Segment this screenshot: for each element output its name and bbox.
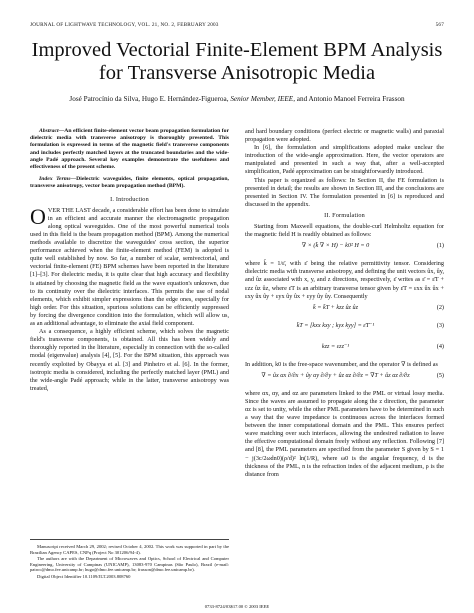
equation-1-body: ∇ × (k̄ ∇ × H) − k0² H = 0 <box>301 242 370 250</box>
right-paragraph-6: In addition, k0 is the free-space wavenumber, and the operator ∇ is defined as <box>245 360 438 368</box>
right-paragraph-2: In [6], the formulation and simplifications adopted make unclear the introduction of the wide-angle approximation. Here, the vector operators are manipulated and presented in such a way that, after a well-accepted simplification, Padé approximation can be straightforwardly introduced. <box>245 144 444 176</box>
index-terms <box>30 176 229 190</box>
equation-3-body: k̄T = [kxx kxy ; kyx kyy] = ε̄T⁻¹ <box>296 321 375 329</box>
left-column <box>30 128 229 393</box>
right-paragraph-1: and hard boundary conditions (perfect electric or magnetic walls) and paraxial propagation were adopted. <box>245 128 444 144</box>
equation-3-number: (3) <box>436 321 444 329</box>
equation-4 <box>245 343 444 358</box>
right-paragraph-7: where αx, αy, and αz are parameters linked to the PML or virtual lossy media. Since the waves are assumed to propagate along the z direction, the parameter αz is set to unity, while the other PML parameters have to be determined in such a way that the wave impedance is continuous across the interfaces formed between the inner computational domain and the PML. This ensures perfect wave matching over such interfaces, allowing the undesired radiation to leave the effective computational domain freely without any reflection. Following [7] and [8], the PML parameters are specified from the parameter S given by S = 1 − j(3c/2ωdn0)(ρ/d)² ln(1/R), where ω0 is the angular frequency, d is the thickness of the PML, n is the refraction index of the adjacent medium, ρ is the distance from <box>245 389 444 478</box>
journal-name: JOURNAL OF LIGHTWAVE TECHNOLOGY, VOL. 21, NO. 2, FEBRUARY 2003 <box>30 22 219 28</box>
drop-cap: O <box>30 203 46 229</box>
running-header <box>30 22 444 32</box>
index-terms-text: Dielectric waveguides, finite elements, optical propagation, transverse anisotropy, vector beam propagation method (BPM). <box>30 176 229 190</box>
footnote-received: Manuscript received March 29, 2002; revised October 4, 2002. This work was supported in part by the Brazilian Agency CAPES, CNPq (Project No 301206/94-4). <box>30 544 229 555</box>
abstract-text: An efficient finite-element vector beam propagation formulation for dielectric media with transverse anisotropy is thoroughly presented. This formulation is expressed in terms of the magnetic field's transverse components and includes perfectly matched layers at the truncated boundaries and the wide-angle Padé approach. Several key examples demonstrate the usefulness and effectiveness of the present scheme. <box>30 128 229 171</box>
intro-paragraph-2: As a consequence, a highly efficient scheme, which solves the magnetic field's transverse components, is obtained. All this has been widely and thoroughly reported in the literature, especially in connection with the so-called modal (eigenvalue) analysis [4], [5]. For the BPM situation, this approach was recently exploited by Obayya et al. [3] and Pinheiro et al. [6]. In the former, isotropic media is considered, including the perfectly matched layer (PML) and the wide-angle Padé approach; while in the latter, transverse anisotropy was treated, <box>30 328 229 392</box>
intro-text-1: VER THE LAST decade, a considerable effort has been done to simulate in an efficient and accurate manner the electromagnetic propagation along optical waveguides. One of the most powerful numerical tools used in this field is the beam propagation method (BPM). Among the numerical methods available to discretize the waveguides' cross section, the superior performance achieved when the finite-element method (FEM) is adopted is quite well established by now. So far, a number of scalar, semivectorial, and vectorial finite-element (FE) BPM schemes have been reported in the literature [1]–[3]. For dielectric media, it is quite clear that high accuracy and flexibility is attained by choosing the magnetic field as the wave equation's unknown, due to its continuity over the dielectric interfaces. This permits the use of nodal elements, which exhibit simpler expressions than the edge ones, especially for high order. For this situation, spurious solutions can be efficiently suppressed by forcing the divergence condition into the formulation, which will allow us, as an additional advantage, to eliminate the axial field component. <box>30 206 229 328</box>
author-line <box>20 95 454 103</box>
section-heading-introduction: I. Introduction <box>110 195 149 203</box>
right-paragraph-3: This paper is organized as follows: In Section II, the FE formulation is presented in detail; the results are shown in Section III, and the conclusions are presented in Section IV. The formulation presented in [6] is reproduced and discussed in the appendix. <box>245 176 444 208</box>
page-number: 567 <box>435 22 444 28</box>
author-names-rest: , and Antonio Manoel Ferreira Frasson <box>293 95 405 103</box>
right-paragraph-4: Starting from Maxwell equations, the double-curl Helmholtz equation for the magnetic field H is readily obtained as follows: <box>245 223 444 239</box>
equation-2 <box>245 304 444 319</box>
equation-1-number: (1) <box>436 242 444 250</box>
equation-3 <box>245 322 444 340</box>
abstract <box>30 128 229 171</box>
footnotes <box>30 539 229 580</box>
author-membership: Senior Member, IEEE <box>230 95 294 103</box>
copyright-line: 0733-8724/03$17.00 © 2003 IEEE <box>204 604 270 609</box>
equation-4-number: (4) <box>436 342 444 350</box>
intro-paragraph-1 <box>30 203 229 328</box>
equation-4-body: kzz = εzz⁻¹ <box>321 342 350 350</box>
abstract-lead: Abstract— <box>39 128 65 134</box>
right-column <box>245 128 444 479</box>
equation-2-body: k̄ = k̄T + kzz ûz ûz <box>312 303 359 311</box>
equation-5-body: ∇ = ûx αx ∂/∂x + ûy αy ∂/∂y + ûz αz ∂/∂z = ∇T + ûz αz ∂/∂z <box>261 371 410 379</box>
right-paragraph-5: where k̄ = 1/ε̄, with ε̄ being the relative permittivity tensor. Considering dielectric media with transverse anisotropy, and defining the unit vectors ûx, ûy, and ûz associated with x, y, and z directions, respectively, ε̄ writes as ε̄ = ε̄T + εzz ûz ûz, where ε̄T is an arbitrary transverse tensor given by ε̄T = εxx ûx ûx + εxy ûx ûy + εyx ûy ûx + εyy ûy ûy. Consequently <box>245 260 444 300</box>
index-terms-lead: Index Terms— <box>39 176 77 183</box>
equation-2-number: (2) <box>436 303 444 311</box>
section-heading-formulation: II. Formulation <box>324 211 365 219</box>
author-names: José Patrocínio da Silva, Hugo E. Hernández-Figueroa, <box>69 95 231 103</box>
equation-1 <box>245 242 444 257</box>
paper-title: Improved Vectorial Finite-Element BPM Analysis for Transverse Anisotropic Media <box>31 39 443 84</box>
equation-5 <box>245 372 444 387</box>
footnote-affiliation: The authors are with the Department of Microwaves and Optics, School of Electrical and Computer Engineering, University of Campinas (UNICAMP), 13083-970 Campinas (São Paulo), Brazil (e-mail: patroc@dmo.fee.unicamp.br; hugo@dmo.fee.unicamp.br; frasson@dmo.fee.unicamp.br). <box>30 556 229 572</box>
footnote-doi: Digital Object Identifier 10.1109/JLT.2003.808760 <box>37 573 131 579</box>
equation-5-number: (5) <box>436 371 444 379</box>
